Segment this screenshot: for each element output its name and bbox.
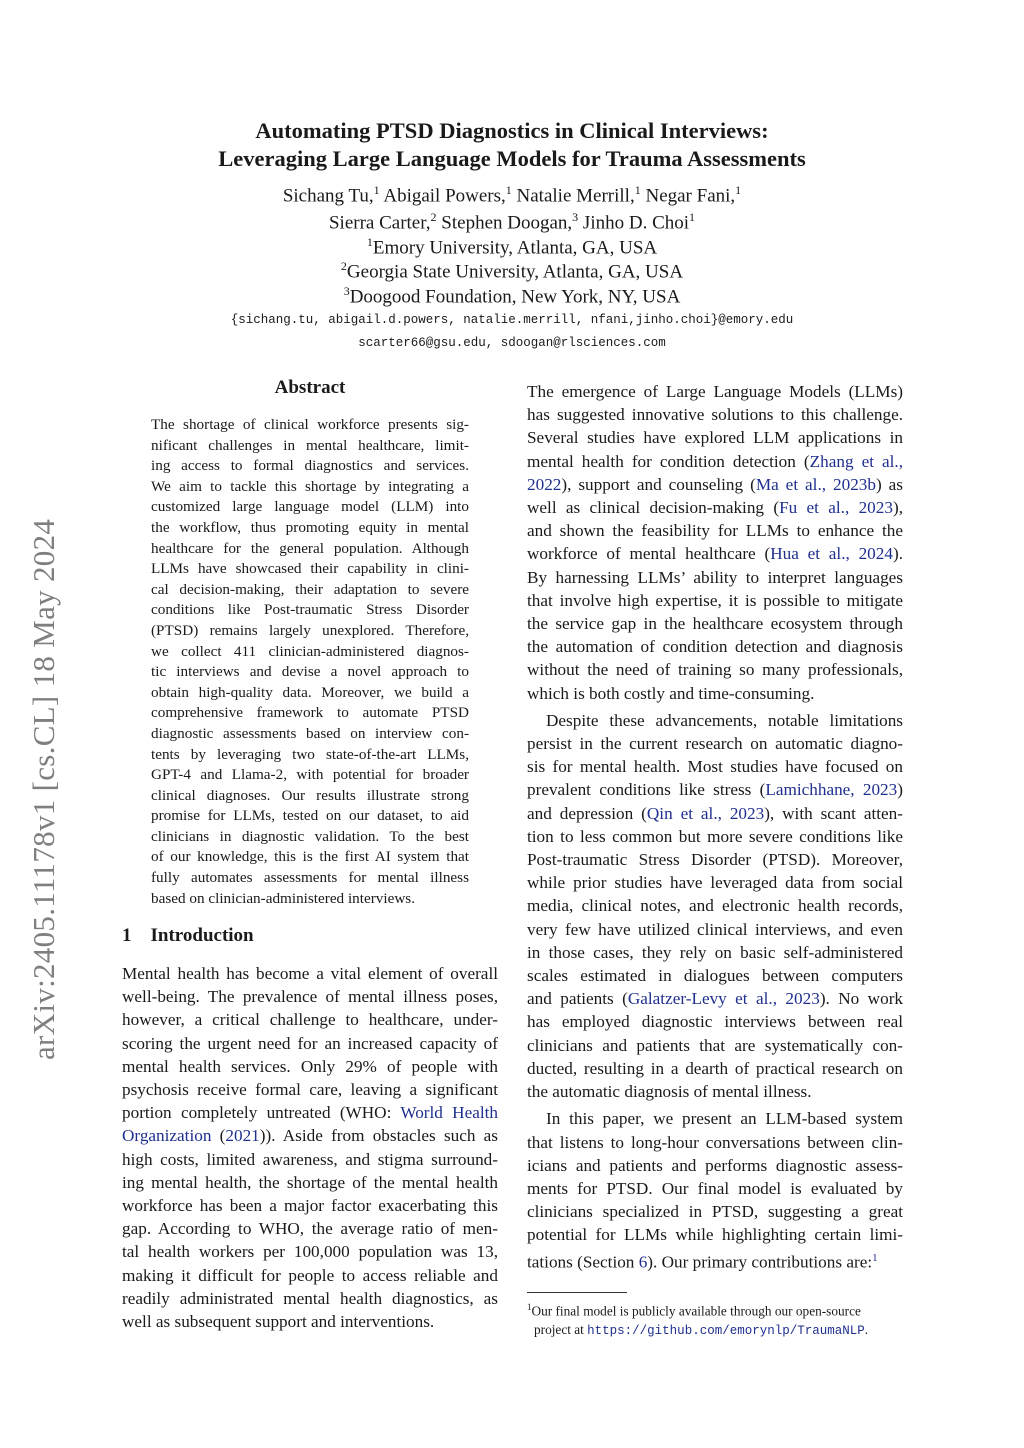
author-name: Jinho D. Choi [578, 212, 690, 234]
text-run: and depression ( [527, 803, 647, 823]
paragraph [527, 380, 903, 705]
abstract-line: ing access to formal diagnostics and services. [151, 457, 469, 475]
citation-link[interactable]: Qin et al., 2023 [646, 803, 765, 823]
text-line [527, 1177, 903, 1200]
citation-link[interactable]: 6 [638, 1252, 648, 1272]
text-run: the automatic diagnosis of mental illness. [527, 1082, 812, 1102]
citation-link[interactable]: World Health [400, 1103, 498, 1123]
citation-link[interactable]: Organization [122, 1126, 212, 1146]
citation-link[interactable]: Zhang et al., [809, 451, 904, 471]
text-run: In this paper, we present an LLM-based system [546, 1109, 903, 1129]
text-line [122, 1148, 498, 1171]
text-run: Mental health has become a vital element of overall [122, 964, 498, 983]
text-run: well as subsequent support and interventions. [122, 1312, 435, 1332]
text-run: the service gap in the healthcare ecosystem through [527, 614, 903, 634]
abstract-line: conditions like Post-traumatic Stress Disorder [151, 601, 469, 619]
text-run: Several studies have explored LLM applications in [527, 428, 903, 448]
text-run: clinicians specialized in PTSD, suggesting a great [527, 1202, 903, 1222]
text-run: Post-traumatic Stress Disorder (PTSD). Moreover, [527, 850, 903, 870]
abstract-line: (PTSD) remains largely unexplored. Therefore, [151, 621, 469, 639]
text-line [527, 519, 903, 542]
text-run: Despite these advancements, notable limitations [546, 710, 903, 730]
text-run: without the need of training so many professionals, [527, 660, 903, 680]
text-run: The emergence of Large Language Models (LLMs) [527, 382, 903, 401]
text-run: workforce has been a major factor exacerbating this [122, 1196, 498, 1216]
text-run: psychosis receive formal care, leaving a significant [122, 1080, 498, 1100]
text-run: ( [211, 1126, 226, 1146]
text-line [527, 1057, 903, 1080]
author-name: Natalie Merrill, [511, 185, 635, 207]
affiliation-3: $^3$Doogood Foundation, New York, NY, USA [343, 284, 681, 308]
author-name: Negar Fani, [640, 185, 736, 207]
author-affiliation-mark: 1 [634, 183, 641, 197]
intro-paragraph [122, 962, 498, 1333]
text-line [527, 848, 903, 871]
abstract-line: promise for LLMs, tested on our dataset, to aid [151, 807, 469, 825]
text-line [527, 732, 903, 755]
text-line [527, 473, 903, 496]
citation-link[interactable]: Hua et al., 2024 [770, 544, 893, 564]
text-line [527, 825, 903, 848]
citation-link[interactable]: Ma et al., 2023b [755, 474, 876, 494]
text-line [527, 1131, 903, 1154]
abstract-line: tents by leveraging two state-of-the-art LLMs, [151, 745, 469, 763]
text-line [527, 542, 903, 565]
text-line [122, 1171, 498, 1194]
text-line [527, 941, 903, 964]
right-column-text [527, 380, 903, 1273]
abstract-line: diagnostic assessments based on interview con- [151, 724, 469, 742]
text-line [527, 1080, 903, 1103]
text-run: and patients ( [527, 989, 628, 1009]
text-line [527, 496, 903, 519]
author-emails-line-1: {sichang.tu, abigail.d.powers, natalie.merrill, nfani,jinho.choi}@emory.edu [230, 313, 794, 327]
text-run: that involve high expertise, it is possible to mitigate [527, 590, 903, 610]
abstract-line: of our knowledge, this is the first AI system that [151, 848, 469, 866]
authors-line-1 [0, 183, 1024, 207]
text-run: ), support and counseling ( [561, 474, 756, 494]
text-run: the automation of condition detection and diagnosis [527, 637, 903, 657]
abstract-body [151, 415, 469, 909]
text-line [527, 1154, 903, 1177]
citation-link[interactable]: Galatzer-Levy et al., 2023 [627, 989, 820, 1009]
paper-title-line-1: Automating PTSD Diagnostics in Clinical Interviews: [255, 118, 769, 143]
text-line [527, 778, 903, 801]
text-run: very few have utilized clinical interviews, and even [527, 919, 903, 939]
text-line [527, 682, 903, 705]
abstract-line: we collect 411 clinician-administered diagnos- [151, 642, 469, 660]
text-line [122, 1101, 498, 1124]
text-line [122, 1287, 498, 1310]
text-run: ), with scant atten- [764, 803, 903, 823]
text-line [122, 1008, 498, 1031]
text-line [122, 1264, 498, 1287]
citation-link[interactable]: Lamichhane, 2023 [765, 780, 898, 800]
text-line [527, 1034, 903, 1057]
text-run: ) [897, 780, 903, 800]
citation-link[interactable]: 2021 [225, 1126, 260, 1146]
affiliation-1: $^1$Emory University, Atlanta, GA, USA [366, 235, 658, 259]
text-line [527, 1223, 903, 1246]
text-run: well-being. The prevalence of mental illness poses, [122, 987, 498, 1007]
text-line [527, 612, 903, 635]
citation-link[interactable]: 2022 [527, 474, 562, 494]
text-line [122, 1310, 498, 1333]
abstract-line: GPT-4 and Llama-2, with potential for broader [151, 766, 469, 784]
abstract-line: nificant challenges in mental healthcare, limit- [151, 436, 469, 454]
text-run: clinicians and patients that are systematically con- [527, 1035, 903, 1055]
text-run: has employed diagnostic interviews between real [527, 1012, 903, 1032]
footnote-url-link[interactable]: https://github.com/emorynlp/TraumaNLP [587, 1324, 865, 1339]
text-line [527, 426, 903, 449]
text-run: while prior studies have leveraged data from social [527, 873, 903, 893]
text-run: mental health services. Only 29% of people with [122, 1056, 498, 1076]
text-run: tations (Section [527, 1252, 639, 1272]
footnote: $^1$Our final model is publicly available through our open-source project at https://github.com/emorynlp/TraumaNLP. [527, 1302, 869, 1339]
text-run: )). Aside from obstacles such as [259, 1126, 498, 1146]
section-heading-introduction: 1 Introduction [122, 925, 254, 946]
abstract-heading: Abstract [274, 377, 346, 398]
citation-link[interactable]: Fu et al., 2023 [779, 498, 893, 518]
text-line [527, 987, 903, 1010]
text-line [527, 964, 903, 987]
author-name: Abigail Powers, [379, 185, 506, 207]
text-line [527, 709, 903, 732]
text-line [527, 450, 903, 473]
abstract-line: customized large language model (LLM) into [151, 498, 469, 516]
text-line [122, 1055, 498, 1078]
abstract-line: the workflow, thus promoting equity in mental [151, 518, 469, 536]
text-line [527, 658, 903, 681]
text-run: persist in the current research on automatic diagno- [527, 734, 903, 754]
text-run: however, a critical challenge to healthcare, under- [122, 1010, 498, 1030]
abstract-line: healthcare for the general population. Although [151, 539, 469, 557]
text-run: ). No work [819, 989, 904, 1009]
text-run: and shown the feasibility for LLMs to enhance the [527, 521, 903, 541]
text-line [527, 1107, 903, 1130]
text-line [527, 755, 903, 778]
abstract-line: clinical diagnoses. Our results illustrate strong [151, 786, 469, 804]
text-run: sis for mental health. Most studies have focused on [527, 757, 903, 777]
text-line [527, 894, 903, 917]
abstract-line: clinicians in diagnostic validation. To the best [151, 827, 469, 845]
text-line [527, 589, 903, 612]
text-run: scoring the urgent need for an increased capacity of [122, 1033, 498, 1053]
abstract-line: cal decision-making, their adaptation to severe [151, 580, 469, 598]
text-run: ducted, resulting in a dearth of practical research on [527, 1058, 903, 1078]
text-run: in those cases, they rely on basic self-administered [527, 942, 903, 962]
author-affiliation-mark: 2 [430, 210, 437, 224]
text-run: ), [892, 498, 903, 518]
text-run: icians and patients and performs diagnostic assess- [527, 1155, 903, 1175]
paragraph [527, 1107, 903, 1273]
text-line [527, 403, 903, 426]
text-run: tion to less common but more severe conditions like [527, 826, 903, 846]
paper-title-line-2: Leveraging Large Language Models for Trauma Assessments [218, 146, 806, 171]
text-line [527, 380, 903, 403]
text-line [122, 962, 498, 985]
author-affiliation-mark: 1 [735, 183, 742, 197]
text-line [527, 1247, 903, 1274]
footnote-rule [527, 1292, 627, 1293]
author-affiliation-mark: 3 [572, 210, 579, 224]
text-run: By harnessing LLMs’ ability to interpret languages [527, 567, 903, 587]
text-run: making it difficult for people to access reliable and [122, 1265, 498, 1285]
text-run: tal health workers per 100,000 population was 13, [122, 1242, 498, 1262]
author-emails-line-2: scarter66@gsu.edu, sdoogan@rlsciences.com [358, 336, 666, 350]
text-line [122, 985, 498, 1008]
text-run: ) as [875, 474, 903, 494]
abstract-line: LLMs have showcased their capability in clini- [151, 560, 469, 578]
text-line [122, 1240, 498, 1263]
text-run: high costs, limited awareness, and stigma surround- [122, 1149, 498, 1169]
text-run: well as clinical decision-making ( [527, 498, 780, 518]
text-line [527, 1200, 903, 1223]
text-run: ing mental health, the shortage of the mental health [122, 1172, 498, 1192]
paragraph [527, 709, 903, 1103]
abstract-line: We aim to tackle this shortage by integrating a [151, 477, 469, 495]
author-name: Sierra Carter, [328, 212, 431, 234]
text-line [122, 1032, 498, 1055]
text-run: media, clinical notes, and electronic health records, [527, 896, 903, 916]
text-run: ). Our primary contributions are: [647, 1252, 873, 1272]
text-run: ments for PTSD. Our final model is evaluated by [527, 1178, 903, 1198]
text-run: prevalent conditions like stress ( [527, 780, 766, 800]
text-run: has suggested innovative solutions to this challenge. [527, 405, 903, 425]
author-name: Sichang Tu, [282, 185, 374, 207]
text-run: which is both costly and time-consuming. [527, 683, 815, 703]
abstract-line: obtain high-quality data. Moreover, we build a [151, 683, 469, 701]
abstract-line: tic interviews and devise a novel approach to [151, 663, 469, 681]
text-line [122, 1217, 498, 1240]
text-line [527, 871, 903, 894]
text-line [527, 802, 903, 825]
text-line [122, 1124, 498, 1147]
affiliation-2: $^2$Georgia State University, Atlanta, GA, USA [340, 259, 684, 283]
author-name: Stephen Doogan, [436, 212, 573, 234]
text-run: potential for LLMs while highlighting certain limi- [527, 1225, 903, 1245]
text-run: portion completely untreated (WHO: [122, 1103, 401, 1123]
arxiv-identifier: arXiv:2405.11178v1 [cs.CL] 18 May 2024 [26, 518, 61, 1060]
text-line [122, 1194, 498, 1217]
text-run: scales estimated in dialogues between computers [527, 966, 903, 986]
text-run: readily administrated mental health diagnostics, as [122, 1288, 498, 1308]
text-run: workforce of mental healthcare ( [527, 544, 771, 564]
text-line [527, 566, 903, 589]
text-run: that listens to long-hour conversations between clin- [527, 1132, 903, 1152]
text-line [527, 918, 903, 941]
abstract-line: The shortage of clinical workforce presents sig- [151, 416, 469, 433]
text-run: gap. According to WHO, the average ratio of men- [122, 1219, 498, 1239]
authors-line-2 [0, 210, 1024, 234]
abstract-line: comprehensive framework to automate PTSD [151, 704, 469, 722]
text-run: mental health for condition detection ( [527, 451, 810, 471]
author-affiliation-mark: 1 [505, 183, 512, 197]
text-line [527, 1010, 903, 1033]
abstract-line: fully automates assessments for mental illness [151, 869, 469, 887]
text-run: ). [892, 544, 903, 564]
abstract-line: based on clinician-administered interviews. [151, 889, 416, 907]
text-line [527, 635, 903, 658]
author-affiliation-mark: 1 [373, 183, 380, 197]
citation-link[interactable]: 1 [872, 1251, 878, 1264]
author-affiliation-mark: 1 [689, 210, 696, 224]
text-line [122, 1078, 498, 1101]
